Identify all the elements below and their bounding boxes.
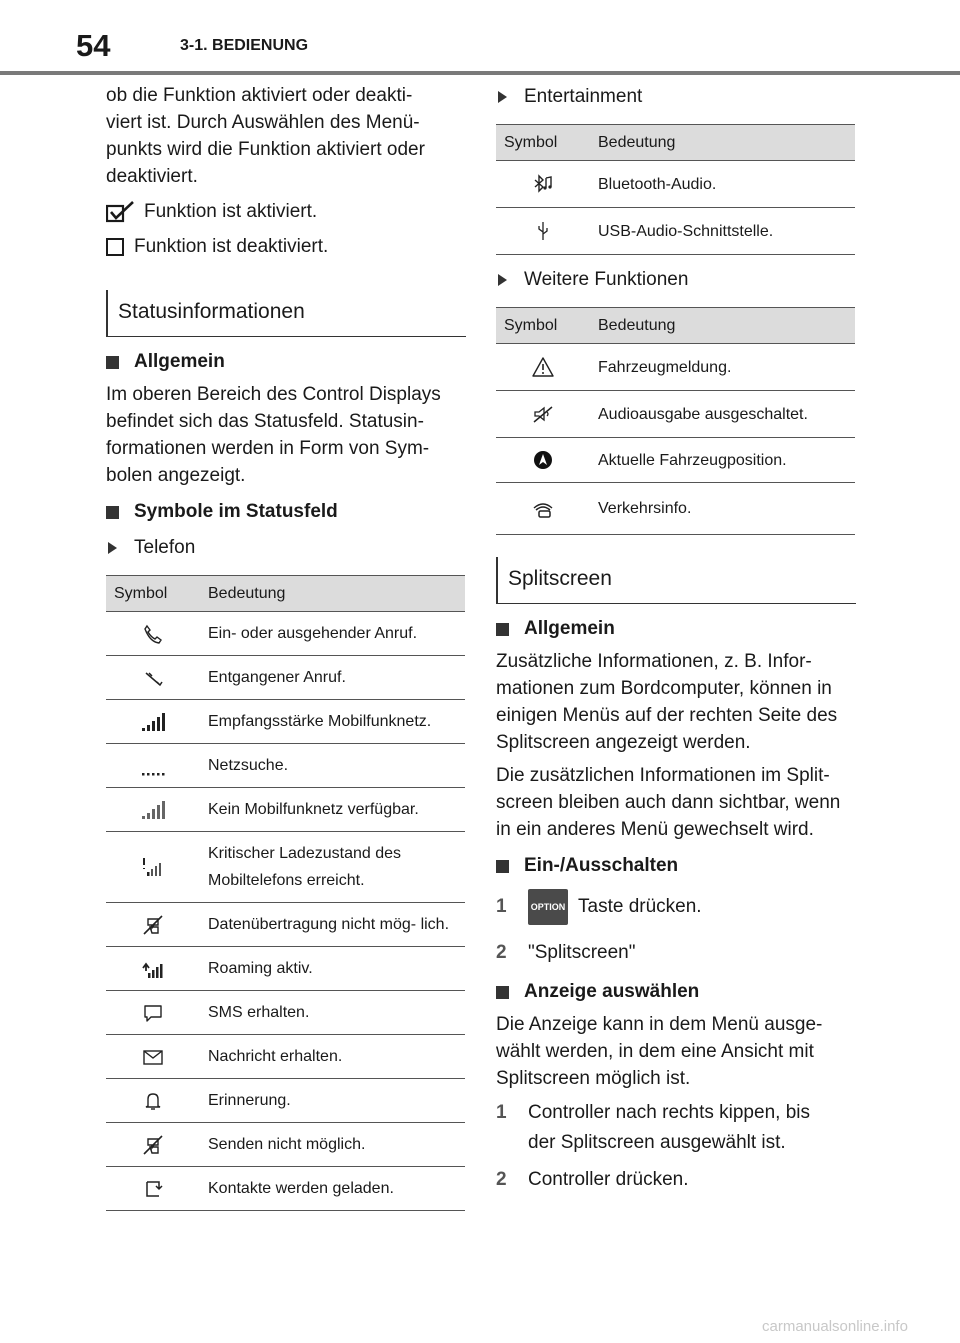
- step-number: 2: [496, 942, 507, 963]
- table-row: [106, 1035, 465, 1079]
- table-row: [106, 656, 465, 700]
- audio-muted-icon: [530, 403, 556, 425]
- step-text: Taste drücken.: [578, 896, 702, 917]
- row-text: Nachricht erhalten.: [200, 1035, 465, 1079]
- entertainment-heading: [496, 84, 856, 110]
- square-bullet-icon: [106, 356, 119, 369]
- section-title-status: [106, 290, 466, 337]
- contacts-loading-icon: [140, 1178, 166, 1200]
- row-text: Verkehrsinfo.: [590, 483, 855, 535]
- section-title-status-text: Statusinformationen: [118, 300, 305, 323]
- step-2: [496, 939, 856, 967]
- row-text: Audioausgabe ausgeschaltet.: [590, 391, 855, 438]
- split-general-heading-text: Allgemein: [524, 618, 615, 639]
- table-row: [106, 788, 465, 832]
- col-meaning: Bedeutung: [590, 125, 855, 161]
- vehicle-position-icon: [530, 449, 556, 471]
- table-row: [496, 208, 855, 255]
- display-text: Die Anzeige kann in dem Menü ausge- wählt werden, in dem eine Ansicht mit Splitscreen möglich ist.: [496, 1014, 823, 1089]
- signal-strength-icon: [140, 711, 166, 733]
- triangle-bullet-icon: [108, 542, 117, 554]
- row-text: Ein- oder ausgehender Anruf.: [200, 612, 465, 656]
- col-symbol: Symbol: [106, 576, 200, 612]
- table-row: [106, 991, 465, 1035]
- row-text: Kein Mobilfunknetz verfügbar.: [200, 788, 465, 832]
- activated-label: Funktion ist aktiviert.: [144, 201, 318, 222]
- table-row: [106, 947, 465, 991]
- row-text: Netzsuche.: [200, 744, 465, 788]
- page-number: 54: [76, 28, 111, 63]
- intro-text: ob die Funktion aktiviert oder deakti- viert ist. Durch Auswählen des Menü- punkts wird die Funktion aktiviert oder deaktiviert.: [106, 85, 425, 187]
- chapter-title: 3-1. BEDIENUNG: [180, 37, 309, 54]
- col-symbol: Symbol: [496, 308, 590, 344]
- col-symbol: Symbol: [496, 125, 590, 161]
- usb-icon: [530, 220, 556, 242]
- step-text: "Splitscreen": [528, 942, 636, 963]
- table-row: [106, 744, 465, 788]
- entertainment-symbol-table: [496, 124, 855, 255]
- split-text-1: Zusätzliche Informationen, z. B. Infor- mationen zum Bordcomputer, können in einigen Menüs auf der rechten Seite des Splitscreen angezeigt werden.: [496, 651, 838, 753]
- table-header-row: [496, 125, 855, 161]
- section-title-splitscreen: [496, 557, 856, 604]
- watermark: carmanualsonline.info: [762, 1318, 908, 1335]
- table-row: [496, 438, 855, 483]
- send-failed-icon: [140, 1134, 166, 1156]
- section-title-splitscreen-text: Splitscreen: [508, 567, 612, 590]
- phone-call-icon: [140, 623, 166, 645]
- table-row: [106, 1167, 465, 1211]
- onoff-heading-text: Ein-/Ausschalten: [524, 855, 679, 876]
- table-row: [496, 161, 855, 208]
- row-text: Roaming aktiv.: [200, 947, 465, 991]
- table-row: [106, 903, 465, 947]
- no-data-icon: [140, 914, 166, 936]
- row-text: SMS erhalten.: [200, 991, 465, 1035]
- sms-icon: [140, 1002, 166, 1024]
- step-number: 1: [496, 1102, 507, 1123]
- square-bullet-icon: [496, 986, 509, 999]
- col-meaning: Bedeutung: [200, 576, 465, 612]
- display-heading: [496, 979, 856, 1005]
- more-functions-symbol-table: [496, 307, 855, 535]
- display-step-2: [496, 1166, 856, 1194]
- no-network-icon: [140, 799, 166, 821]
- step-number: 2: [496, 1169, 507, 1190]
- table-row: [106, 832, 465, 903]
- phone-heading-text: Telefon: [134, 537, 196, 558]
- display-step-1: [496, 1098, 856, 1158]
- table-row: [106, 612, 465, 656]
- warning-triangle-icon: [530, 356, 556, 378]
- general-heading: [106, 349, 466, 375]
- page-header: [0, 0, 960, 76]
- table-row: [496, 483, 855, 535]
- right-column: [496, 82, 856, 1194]
- general-text: Im oberen Bereich des Control Displays befindet sich das Statusfeld. Statusin- formationen werden in Form von Sym- bolen angezeigt.: [106, 384, 441, 486]
- row-text: Fahrzeugmeldung.: [590, 344, 855, 391]
- table-row: [496, 391, 855, 438]
- roaming-icon: [140, 958, 166, 980]
- table-header-row: [496, 308, 855, 344]
- activated-line: [106, 198, 466, 225]
- symbols-heading-text: Symbole im Statusfeld: [134, 501, 338, 522]
- more-functions-heading: [496, 267, 856, 293]
- network-search-icon: [140, 755, 166, 777]
- checkbox-empty-icon: [106, 238, 124, 256]
- general-heading-text: Allgemein: [134, 351, 225, 372]
- step-text: Controller nach rechts kippen, bis der Splitscreen ausgewählt ist.: [528, 1102, 810, 1153]
- row-text: Aktuelle Fahrzeugposition.: [590, 438, 855, 483]
- table-row: [106, 1079, 465, 1123]
- table-row: [106, 1123, 465, 1167]
- display-heading-text: Anzeige auswählen: [524, 981, 700, 1002]
- square-bullet-icon: [496, 623, 509, 636]
- table-row: [496, 344, 855, 391]
- row-text: Kontakte werden geladen.: [200, 1167, 465, 1211]
- phone-heading: [106, 535, 466, 561]
- step-1: [496, 889, 856, 925]
- split-general-heading: [496, 616, 856, 642]
- low-battery-icon: [140, 856, 166, 878]
- split-text-2: Die zusätzlichen Informationen im Split- screen bleiben auch dann sichtbar, wenn in ein anderes Menü gewechselt wird.: [496, 765, 841, 840]
- table-header-row: [106, 576, 465, 612]
- onoff-heading: [496, 853, 856, 879]
- entertainment-heading-text: Entertainment: [524, 86, 643, 107]
- square-bullet-icon: [496, 860, 509, 873]
- missed-call-icon: [140, 667, 166, 689]
- row-text: Entgangener Anruf.: [200, 656, 465, 700]
- symbols-heading: [106, 499, 466, 525]
- row-text: Bluetooth-Audio.: [590, 161, 855, 208]
- row-text: USB-Audio-Schnittstelle.: [590, 208, 855, 255]
- triangle-bullet-icon: [498, 91, 507, 103]
- deactivated-label: Funktion ist deaktiviert.: [134, 236, 329, 257]
- header-rule: [0, 71, 960, 75]
- more-functions-heading-text: Weitere Funktionen: [524, 269, 689, 290]
- square-bullet-icon: [106, 506, 119, 519]
- bluetooth-audio-icon: [530, 173, 556, 195]
- col-meaning: Bedeutung: [590, 308, 855, 344]
- deactivated-line: [106, 233, 466, 260]
- reminder-bell-icon: [140, 1090, 166, 1112]
- triangle-bullet-icon: [498, 274, 507, 286]
- traffic-info-icon: [530, 498, 556, 520]
- row-text: Kritischer Ladezustand des Mobiltelefons erreicht.: [200, 832, 465, 903]
- table-row: [106, 700, 465, 744]
- row-text: Datenübertragung nicht mög- lich.: [200, 903, 465, 947]
- option-button-icon: OPTION: [528, 889, 568, 925]
- row-text: Erinnerung.: [200, 1079, 465, 1123]
- row-text: Senden nicht möglich.: [200, 1123, 465, 1167]
- step-text: Controller drücken.: [528, 1169, 689, 1190]
- row-text: Empfangsstärke Mobilfunknetz.: [200, 700, 465, 744]
- left-column: [106, 82, 466, 1211]
- checkbox-checked-icon: [106, 201, 136, 223]
- message-envelope-icon: [140, 1046, 166, 1068]
- phone-symbol-table: [106, 575, 465, 1211]
- step-number: 1: [496, 896, 507, 917]
